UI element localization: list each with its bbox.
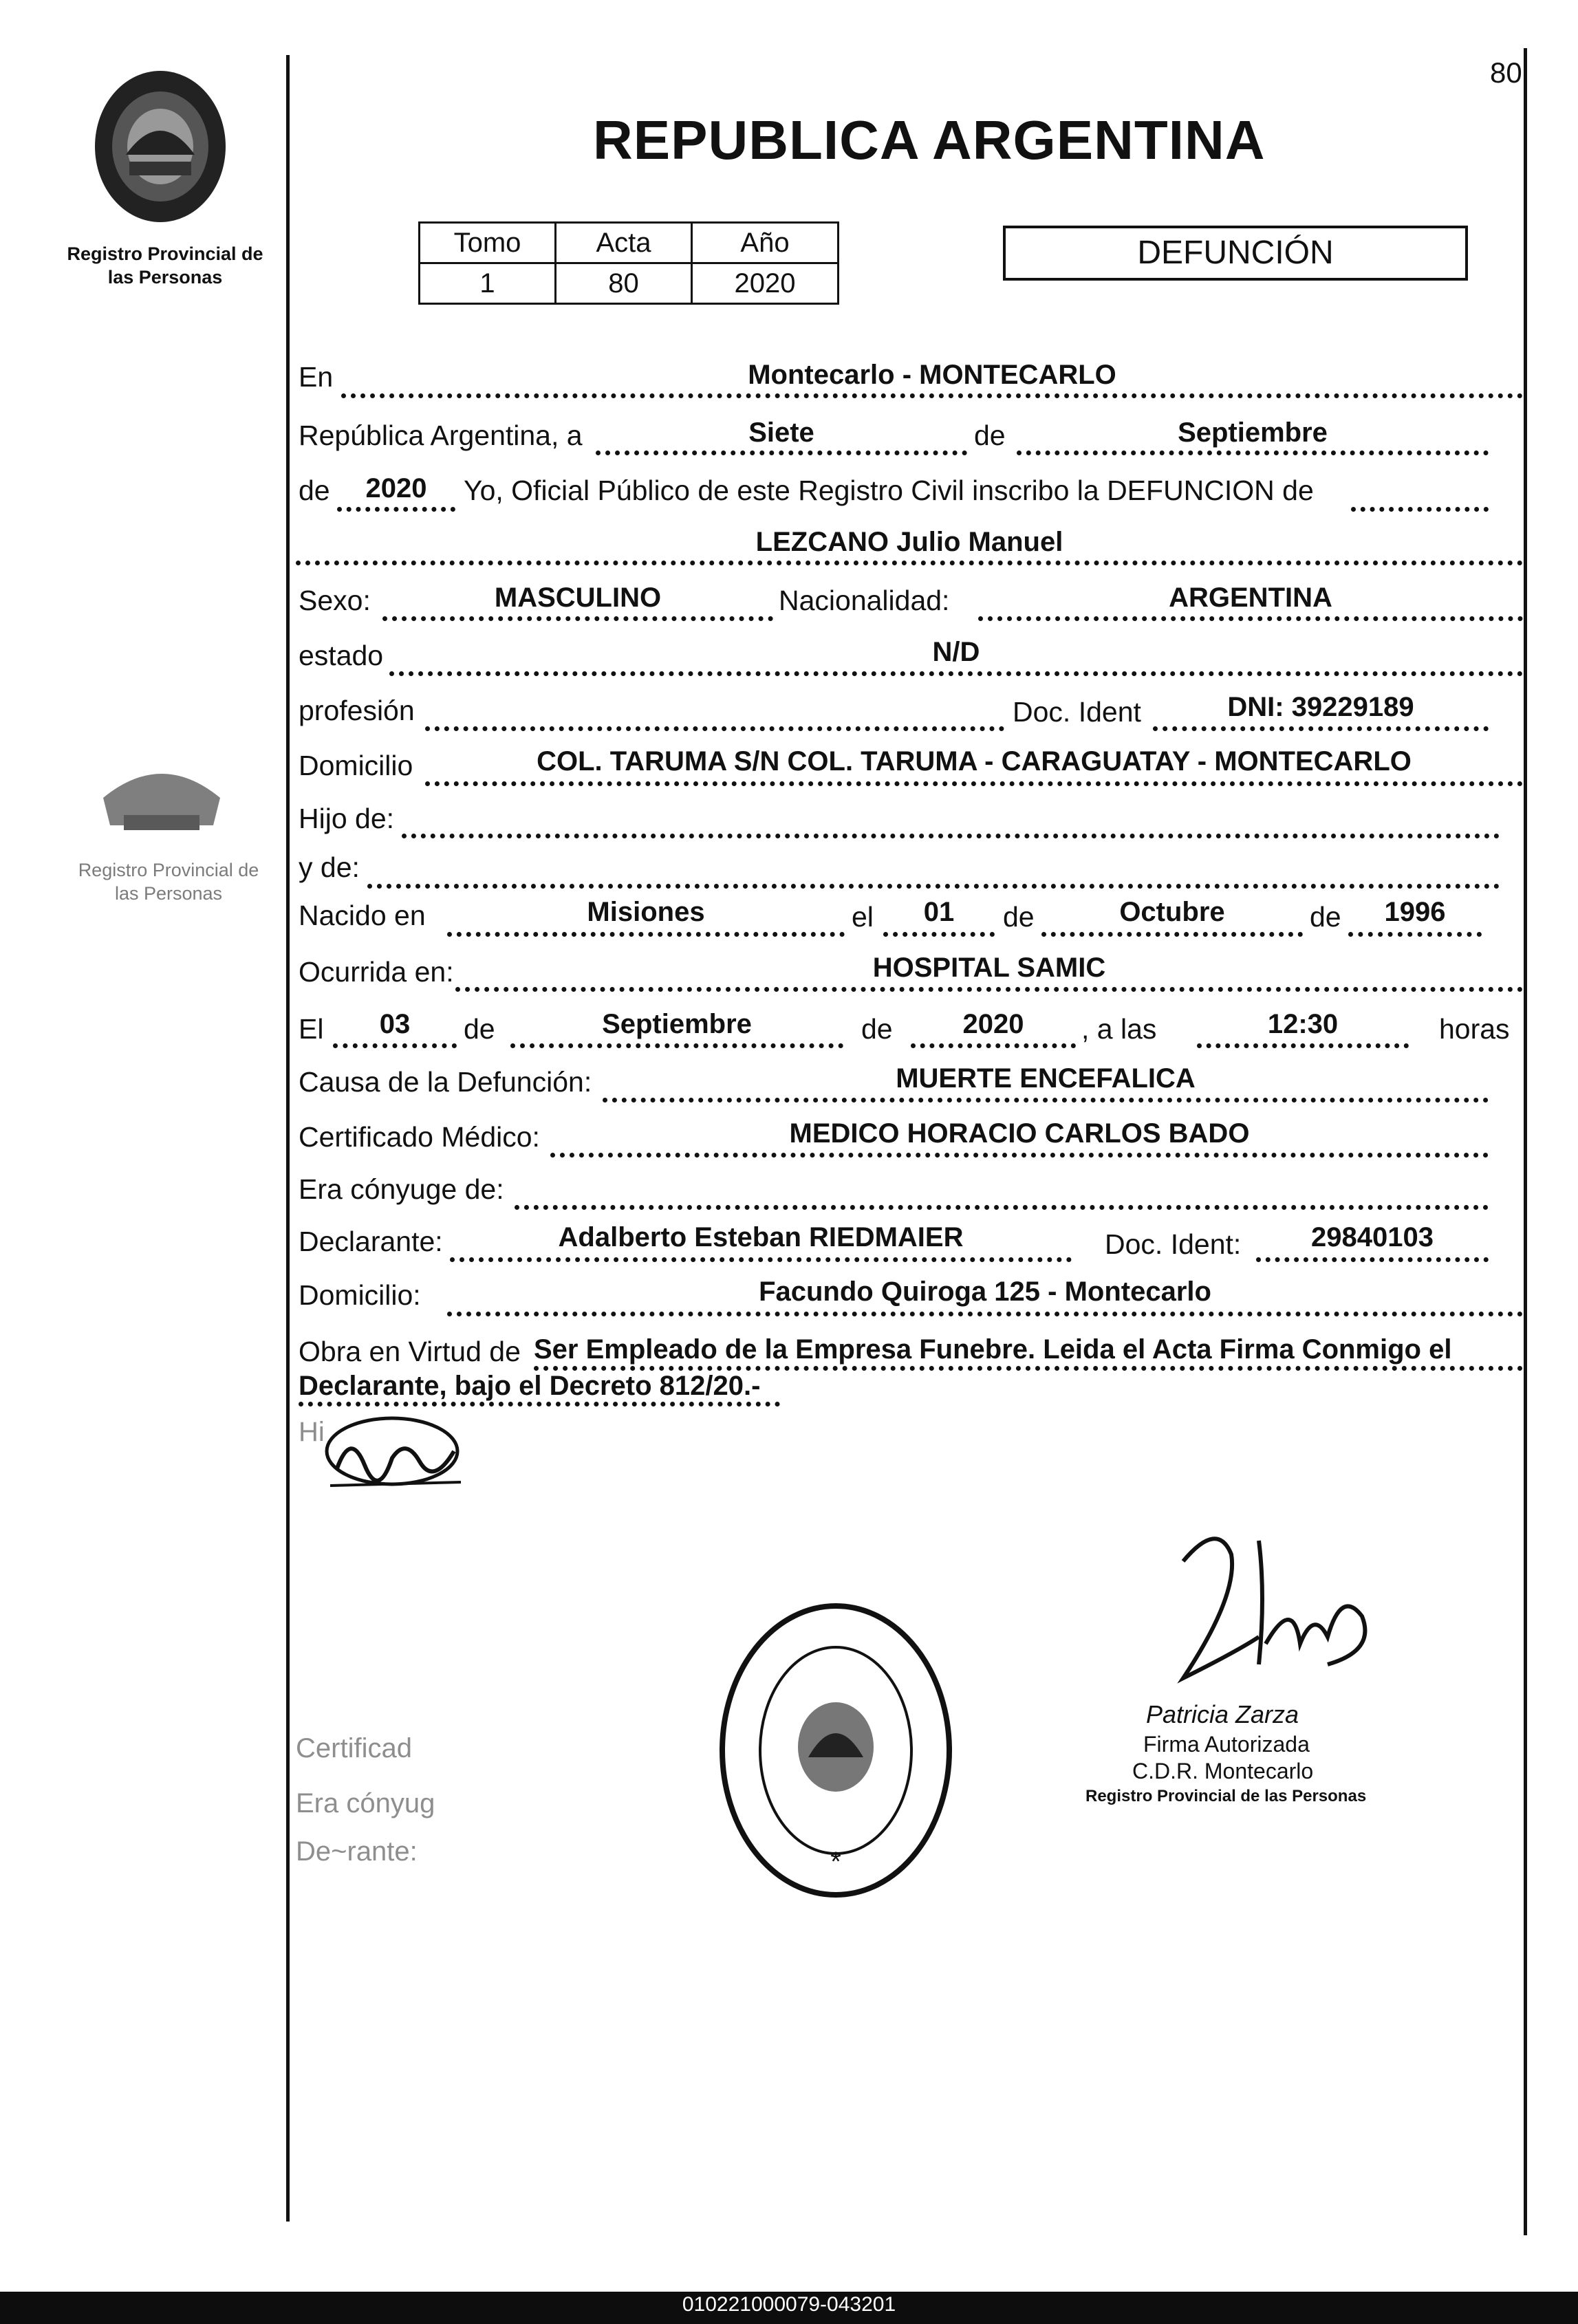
birth-month: Octubre [1119, 897, 1225, 927]
death-day: 03 [379, 1009, 411, 1039]
certificado-value: MEDICO HORACIO CARLOS BADO [789, 1118, 1250, 1149]
dotted-line [596, 450, 967, 455]
nacido-label: Nacido en [299, 900, 426, 931]
dotted-line [402, 834, 1500, 838]
dotted-line [333, 1043, 457, 1048]
dotted-line [534, 1366, 1523, 1371]
place-value: Montecarlo - MONTECARLO [748, 360, 1116, 390]
dotted-line [1041, 932, 1303, 937]
dotted-line [1351, 507, 1489, 512]
page-number: 80 [1490, 56, 1522, 89]
de-label-6: de [861, 1013, 893, 1045]
provincial-seal-icon [88, 65, 233, 227]
dotted-line [1017, 450, 1489, 455]
estado-value: N/D [932, 637, 980, 667]
official-role: Firma Autorizada [1143, 1732, 1310, 1757]
official-registry: Registro Provincial de las Personas [1085, 1787, 1367, 1805]
conyuge-label: Era cónyuge de: [299, 1173, 504, 1205]
dotted-line [1197, 1043, 1409, 1048]
dotted-line [603, 1098, 1489, 1103]
bleed-through-text: Certificad [296, 1733, 412, 1763]
dotted-line [1256, 1257, 1489, 1262]
de-label-4: de [1310, 901, 1341, 933]
dotted-line [1348, 932, 1482, 937]
dotted-line [447, 932, 845, 937]
act-type-box: DEFUNCIÓN [1003, 226, 1468, 281]
death-year: 2020 [962, 1009, 1024, 1039]
dotted-line [447, 1312, 1523, 1316]
a-las-label: , a las [1081, 1013, 1157, 1045]
document-code: 010221000079-043201 [682, 2293, 896, 2316]
bleed-through-text: Hi [299, 1417, 325, 1447]
birth-year: 1996 [1384, 897, 1446, 927]
sexo-label: Sexo: [299, 585, 371, 616]
page-title: REPUBLICA ARGENTINA [593, 109, 1266, 171]
dotted-line [425, 781, 1523, 786]
causa-value: MUERTE ENCEFALICA [896, 1063, 1196, 1094]
dotted-line [978, 616, 1523, 621]
death-month: Septiembre [602, 1009, 752, 1039]
horas-label: horas [1439, 1013, 1510, 1045]
declarant-signature-icon [323, 1403, 468, 1499]
obra-value-line-1: Ser Empleado de la Empresa Funebre. Leida el Acta Firma Conmigo el [534, 1334, 1452, 1365]
left-margin-line [286, 55, 290, 2222]
dotted-line [296, 561, 1523, 565]
header-anio: Año [692, 223, 839, 263]
domicilio-label: Domicilio [299, 750, 413, 781]
de-label-3: de [1003, 901, 1035, 933]
dotted-line [911, 1043, 1076, 1048]
reference-table [418, 221, 839, 305]
right-margin-line [1524, 48, 1527, 2235]
obra-value-line-2: Declarante, bajo el Decreto 812/20.- [299, 1371, 761, 1401]
dotted-line [1153, 726, 1489, 731]
dotted-line [382, 616, 773, 621]
registry-statement: Yo, Oficial Público de este Registro Civil inscribo la DEFUNCION de [464, 475, 1314, 506]
month-value: Septiembre [1178, 417, 1328, 448]
death-hour: 12:30 [1267, 1009, 1339, 1039]
sidebar-caption: Registro Provincial de las Personas [67, 243, 263, 287]
declarante-label: Declarante: [299, 1226, 443, 1257]
official-signature-icon [1156, 1513, 1390, 1692]
el-label-2: El [299, 1013, 324, 1045]
sidebar-caption-faded: Registro Provincial de las Personas [78, 860, 259, 904]
y-de-label: y de: [299, 851, 360, 883]
birth-day: 01 [923, 897, 955, 927]
nacionalidad-value: ARGENTINA [1169, 583, 1332, 613]
domicilio-value: COL. TARUMA S/N COL. TARUMA - CARAGUATAY - MONTECARLO [537, 746, 1412, 777]
dotted-line [425, 726, 1004, 731]
de-label: de [974, 420, 1006, 451]
faded-seal-icon [89, 750, 234, 839]
decl-doc-label: Doc. Ident: [1105, 1228, 1242, 1260]
value-tomo: 1 [420, 263, 556, 304]
doc-label: Doc. Ident [1013, 696, 1141, 728]
svg-text:*: * [830, 1847, 841, 1877]
dotted-line [450, 1257, 1072, 1262]
official-office: C.D.R. Montecarlo [1132, 1759, 1314, 1783]
declarante-value: Adalberto Esteban RIEDMAIER [558, 1222, 964, 1252]
decl-domicilio-label: Domicilio: [299, 1279, 421, 1311]
day-value: Siete [748, 417, 814, 448]
causa-label: Causa de la Defunción: [299, 1066, 592, 1098]
ocurrida-value: HOSPITAL SAMIC [872, 953, 1106, 983]
decl-domicilio-value: Facundo Quiroga 125 - Montecarlo [759, 1277, 1211, 1307]
dotted-line [367, 884, 1500, 889]
year-value: 2020 [365, 473, 427, 503]
nacionalidad-label: Nacionalidad: [779, 585, 950, 616]
deceased-name: LEZCANO Julio Manuel [755, 527, 1063, 557]
dotted-line [550, 1153, 1489, 1158]
dotted-line [337, 507, 455, 512]
profesion-label: profesión [299, 695, 415, 726]
sexo-value: MASCULINO [494, 583, 662, 613]
official-name: Patricia Zarza [1146, 1700, 1299, 1728]
dotted-line [883, 932, 995, 937]
doc-value: DNI: 39229189 [1227, 692, 1414, 722]
hijo-label: Hijo de: [299, 803, 395, 834]
dotted-line [515, 1205, 1489, 1210]
dotted-line [455, 987, 1523, 992]
dotted-line [389, 671, 1523, 676]
bleed-through-text: Era cónyug [296, 1788, 435, 1818]
decl-doc-value: 29840103 [1311, 1222, 1434, 1252]
bleed-through-text: De~rante: [296, 1836, 418, 1867]
el-label: el [852, 901, 874, 933]
de-label-5: de [464, 1013, 495, 1045]
de-label-2: de [299, 475, 330, 506]
value-acta: 80 [556, 263, 692, 304]
ocurrida-label: Ocurrida en: [299, 956, 454, 988]
dotted-line [510, 1043, 843, 1048]
value-anio: 2020 [692, 263, 839, 304]
nacido-value: Misiones [587, 897, 705, 927]
official-stamp-icon [715, 1599, 956, 1902]
header-acta: Acta [556, 223, 692, 263]
en-label: En [299, 361, 334, 393]
dotted-line [341, 393, 1523, 398]
header-tomo: Tomo [420, 223, 556, 263]
republica-label: República Argentina, a [299, 420, 583, 451]
estado-label: estado [299, 640, 384, 671]
certificado-label: Certificado Médico: [299, 1121, 540, 1153]
obra-label: Obra en Virtud de [299, 1336, 521, 1367]
